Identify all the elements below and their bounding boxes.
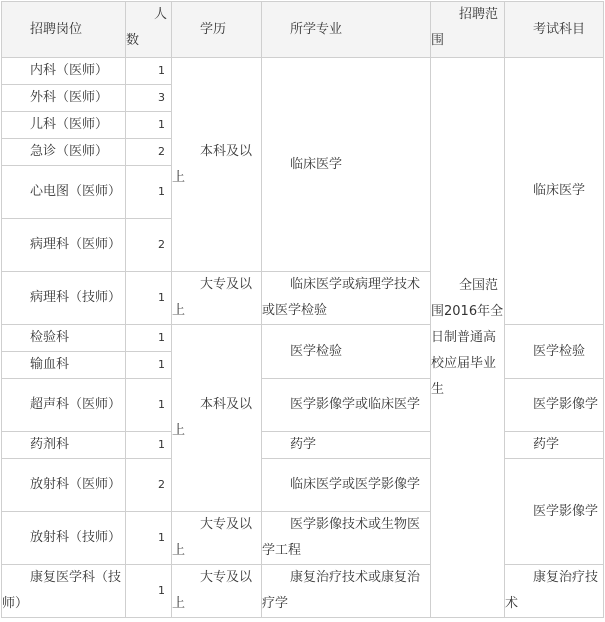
position-cell: 输血科	[2, 352, 126, 379]
table-row	[2, 379, 604, 432]
position-cell: 放射科（技师）	[2, 512, 126, 565]
count-cell: 1	[126, 352, 172, 379]
education-cell: 本科及以上	[172, 325, 262, 512]
recruitment-table	[1, 1, 604, 618]
position-cell: 检验科	[2, 325, 126, 352]
position-cell: 康复医学科（技师）	[2, 565, 126, 618]
education-cell: 大专及以上	[172, 565, 262, 618]
header-education: 学历	[172, 2, 262, 58]
header-count: 人数	[126, 2, 172, 58]
count-cell: 3	[126, 85, 172, 112]
table-row	[2, 459, 604, 512]
count-cell: 1	[126, 325, 172, 352]
major-cell: 临床医学或病理学技术或医学检验	[262, 272, 431, 325]
major-cell: 医学影像技术或生物医学工程	[262, 512, 431, 565]
major-cell: 临床医学	[262, 58, 431, 272]
count-cell: 2	[126, 219, 172, 272]
count-cell: 1	[126, 58, 172, 85]
exam-cell: 康复治疗技术	[505, 565, 604, 618]
count-cell: 1	[126, 272, 172, 325]
major-cell: 康复治疗技术或康复治疗学	[262, 565, 431, 618]
exam-cell: 药学	[505, 432, 604, 459]
exam-cell: 临床医学	[505, 58, 604, 325]
major-cell: 医学检验	[262, 325, 431, 379]
position-cell: 放射科（医师）	[2, 459, 126, 512]
count-cell: 1	[126, 565, 172, 618]
scope-cell: 全国范围2016年全日制普通高校应届毕业生	[431, 58, 505, 618]
table-row	[2, 565, 604, 618]
position-cell: 内科（医师）	[2, 58, 126, 85]
header-exam: 考试科目	[505, 2, 604, 58]
education-cell: 大专及以上	[172, 272, 262, 325]
table-row	[2, 325, 604, 352]
table-row	[2, 58, 604, 85]
exam-cell: 医学影像学	[505, 459, 604, 565]
header-position: 招聘岗位	[2, 2, 126, 58]
count-cell: 1	[126, 112, 172, 139]
table-row	[2, 432, 604, 459]
major-cell: 药学	[262, 432, 431, 459]
count-cell: 2	[126, 459, 172, 512]
education-cell: 本科及以上	[172, 58, 262, 272]
position-cell: 心电图（医师）	[2, 166, 126, 219]
count-cell: 1	[126, 432, 172, 459]
position-cell: 病理科（医师）	[2, 219, 126, 272]
position-cell: 病理科（技师）	[2, 272, 126, 325]
count-cell: 1	[126, 379, 172, 432]
education-cell: 大专及以上	[172, 512, 262, 565]
position-cell: 超声科（医师）	[2, 379, 126, 432]
count-cell: 1	[126, 166, 172, 219]
exam-cell: 医学检验	[505, 325, 604, 379]
header-scope: 招聘范围	[431, 2, 505, 58]
count-cell: 1	[126, 512, 172, 565]
count-cell: 2	[126, 139, 172, 166]
major-cell: 临床医学或医学影像学	[262, 459, 431, 512]
header-major: 所学专业	[262, 2, 431, 58]
position-cell: 药剂科	[2, 432, 126, 459]
major-cell: 医学影像学或临床医学	[262, 379, 431, 432]
position-cell: 儿科（医师）	[2, 112, 126, 139]
exam-cell: 医学影像学	[505, 379, 604, 432]
position-cell: 外科（医师）	[2, 85, 126, 112]
position-cell: 急诊（医师）	[2, 139, 126, 166]
header-row	[2, 2, 604, 58]
